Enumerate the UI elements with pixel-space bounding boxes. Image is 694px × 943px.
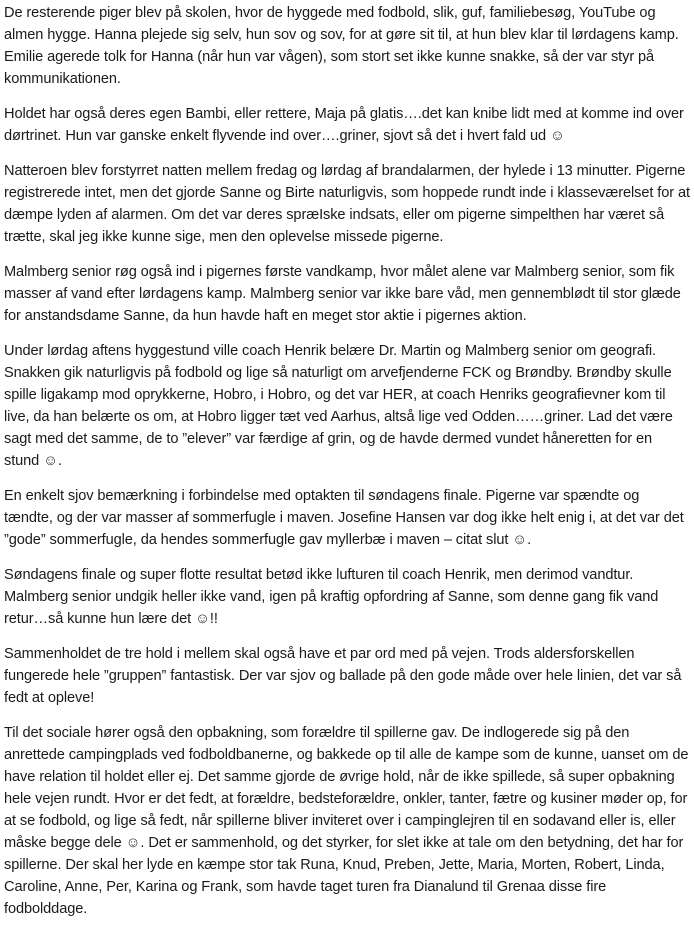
paragraph-water-fight: Malmberg senior røg også ind i pigernes første vandkamp, hvor målet alene var Malmberg senior, som fik masser af vand efter lørdagens kamp. Malmberg senior var ikke bare våd, men gennemblødt til stor glæde for anstandsdame Sanne, da hun havde haft en meget stor aktie i pigernes aktion. xyxy=(4,264,681,324)
paragraph-school-day: De resterende piger blev på skolen, hvor de hyggede med fodbold, slik, guf, familiebesøg, YouTube og almen hygge. Hanna plejede sig selv, hun sov og sov, for at gøre sit til, at hun blev klar til lørdagens kamp. Emilie agerede tolk for Hanna (når hun var vågen), som stort set ikke kunne snakke, så der var styr på kommunikationen. xyxy=(4,5,679,87)
paragraph-parents-support: Til det sociale hører også den opbakning, som forældre til spillerne gav. De indlogerede sig på den anrettede campingplads ved fodboldbanerne, og bakkede op til alle de kampe som de kunne, uanset om de have relation til holdet eller ej. Det samme gjorde de øvrige hold, når de ikke spillede, så super opbakning hele vejen rundt. Hvor er det fedt, at forældre, bedsteforældre, onkler, tanter, fætre og kusiner møder op, for at se fodbold, og lige så fedt, når spillerne bliver inviteret over i campinglejren til en sodavand eller is, eller måske begge dele ☺. Det er sammenhold, og det styrker, for slet ikke at tale om den betydning, det har for spillerne. Der skal her lyde en kæmpe stor tak Runa, Knud, Preben, Jette, Maria, Morten, Robert, Linda, Caroline, Anne, Per, Karina og Frank, som havde taget turen fra Dianalund til Grenaa disse fire fodbolddage. xyxy=(4,725,689,917)
paragraph-team-spirit: Sammenholdet de tre hold i mellem skal også have et par ord med på vejen. Trods aldersforskellen fungerede hele ”gruppen” fantastisk. Der var sjov og ballade på den gode måde over hele linien, det var så fedt at opleve! xyxy=(4,646,682,706)
paragraph-butterflies: En enkelt sjov bemærkning i forbindelse med optakten til søndagens finale. Pigerne var spændte og tændte, og der var masser af sommerfugle i maven. Josefine Hansen var dog ikke helt enig i, at det var det ”gode” sommerfugle, da hendes sommerfugle gav myllerbæ i maven – citat slut ☺. xyxy=(4,488,684,548)
paragraph-bambi: Holdet har også deres egen Bambi, eller rettere, Maja på glatis….det kan knibe lidt med at komme ind over dørtrinet. Hun var ganske enkelt flyvende ind over….griner, sjovt så det i hvert fald ud ☺ xyxy=(4,106,684,144)
paragraph-fire-alarm: Natteroen blev forstyrret natten mellem fredag og lørdag af brandalarmen, der hylede i 13 minutter. Pigerne registrerede intet, men det gjorde Sanne og Birte naturligvis, som hoppede rundt inde i klasseværelset for at dæmpe lyden af alarmen. Om det var deres spræIske indsats, eller om pigerne simpelthen har været så trætte, skal jeg ikke kunne sige, men den oplevelse missede pigerne. xyxy=(4,163,690,245)
paragraph-geography: Under lørdag aftens hyggestund ville coach Henrik belære Dr. Martin og Malmberg senior om geografi. Snakken gik naturligvis på fodbold og lige så naturligt om arvefjenderne FCK og Brøndby. Brøndby skulle spille ligakamp mod oprykkerne, Hobro, i Hobro, og det var HER, at coach Henriks geografievner kom til live, da han belærte os om, at Hobro ligger tæt ved Aarhus, altså lige ved Odden……griner. Lad det være sagt med det samme, de to ”elever” var færdige af grin, og de havde dermed vundet håneretten for en stund ☺. xyxy=(4,343,673,469)
paragraph-final: Søndagens finale og super flotte resultat betød ikke lufturen til coach Henrik, men derimod vandtur. Malmberg senior undgik heller ikke vand, igen på kraftig opfordring af Sanne, som denne gang fik vand retur…så kunne hun lære det ☺!! xyxy=(4,567,659,627)
